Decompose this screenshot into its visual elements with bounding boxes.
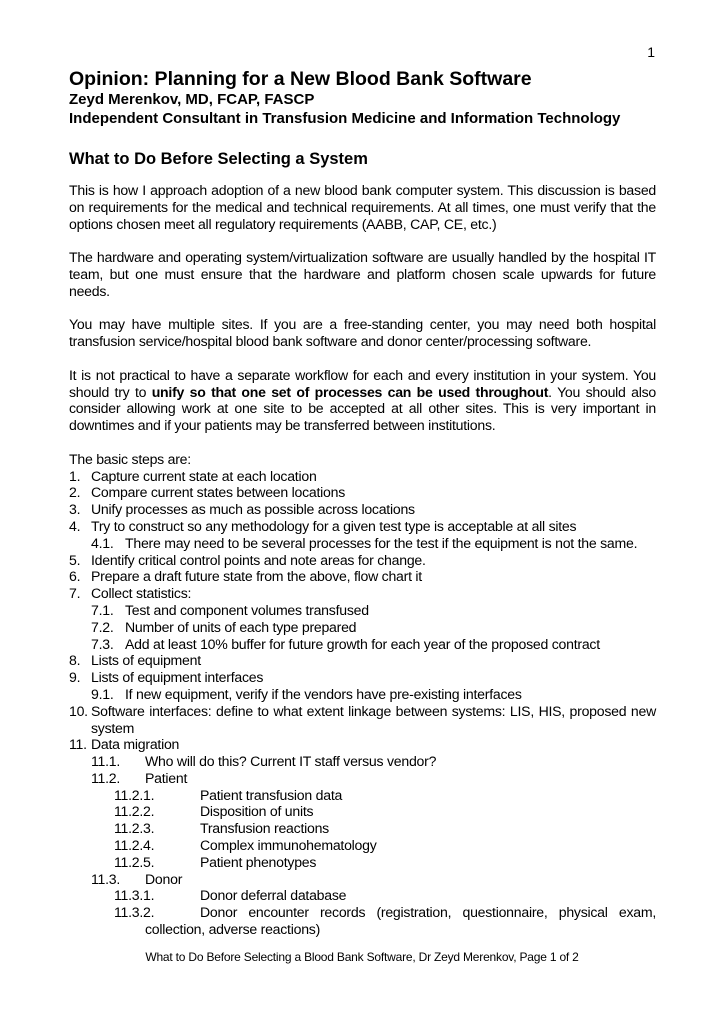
list-item: 10. Software interfaces: define to what extent linkage between systems: LIS, HIS, proposed new system (69, 702, 656, 736)
list-item: 7. Collect statistics: (69, 585, 192, 602)
section-heading: What to Do Before Selecting a System (69, 150, 368, 168)
list-item: 11.2.2. Disposition of units (114, 803, 314, 820)
list-item: 11.2.1. Patient transfusion data (114, 786, 343, 803)
list-item: 1. Capture current state at each location (69, 467, 317, 484)
paragraph-hardware: The hardware and operating system/virtualization software are usually handled by the hospital IT team, but one must ensure that the hardware and platform chosen scale upwards for future needs. (69, 249, 656, 299)
list-item: 7.3. Add at least 10% buffer for future growth for each year of the proposed contract (91, 635, 600, 652)
list-item: 4.1. There may need to be several processes for the test if the equipment is not the same. (91, 534, 638, 551)
list-item: 7.2. Number of units of each type prepared (91, 618, 357, 635)
list-item: 11.2.4. Complex immunohematology (114, 837, 377, 854)
list-item: 9. Lists of equipment interfaces (69, 669, 264, 686)
list-item: 11.1. Who will do this? Current IT staff versus vendor? (91, 753, 437, 770)
list-item: 11.2. Patient (91, 769, 188, 786)
list-item: 3. Unify processes as much as possible across locations (69, 501, 415, 518)
list-item: 8. Lists of equipment (69, 652, 201, 669)
list-item: 11.2.3. Transfusion reactions (114, 820, 329, 837)
paragraph-intro: This is how I approach adoption of a new blood bank computer system. This discussion is based on requirements for the medical and technical requirements. At all times, one must verify that the options chosen meet all regulatory requirements (AABB, CAP, CE, etc.) (69, 182, 656, 232)
list-item: 6. Prepare a draft future state from the above, flow chart it (69, 568, 422, 585)
paragraph-unify: It is not practical to have a separate workflow for each and every institution in your system. You should try to unify so that one set of processes can be used throughout. You should also consider allowing work at one site to be accepted at all other sites. This is very important in downtimes and if your patients may be transferred between institutions. (69, 366, 656, 434)
paragraph-sites: You may have multiple sites. If you are a free-standing center, you may need both hospital transfusion service/hospital blood bank software and donor center/processing software. (69, 316, 656, 350)
steps-list (69, 451, 656, 938)
list-item: 11.3.1. Donor deferral database (114, 887, 347, 904)
list-item: 2. Compare current states between locations (69, 484, 346, 501)
document-title: Opinion: Planning for a New Blood Bank Software (69, 68, 532, 90)
list-item-continuation: collection, adverse reactions) (145, 921, 321, 938)
list-item: 11. Data migration (69, 736, 180, 753)
page-footer: What to Do Before Selecting a Blood Bank Software, Dr Zeyd Merenkov, Page 1 of 2 (145, 950, 579, 964)
list-item: 7.1. Test and component volumes transfused (91, 601, 369, 618)
author-affiliation: Independent Consultant in Transfusion Medicine and Information Technology (69, 110, 621, 127)
list-item: 11.2.5. Patient phenotypes (114, 853, 317, 870)
document-body (69, 68, 656, 938)
list-item: 11.3.2. Donor encounter records (registration, questionnaire, physical exam, (114, 904, 656, 921)
list-item: 4. Try to construct so any methodology for a given test type is acceptable at all sites (69, 517, 577, 534)
list-item: 11.3. Donor (91, 870, 183, 887)
steps-intro: The basic steps are: (69, 450, 191, 467)
emphasis-unify: unify so that one set of processes can be used throughout (151, 383, 549, 400)
author-name: Zeyd Merenkov, MD, FCAP, FASCP (69, 91, 315, 108)
page-number: 1 (647, 44, 655, 60)
list-item: 5. Identify critical control points and note areas for change. (69, 551, 426, 568)
list-item: 9.1. If new equipment, verify if the vendors have pre-existing interfaces (91, 685, 522, 702)
